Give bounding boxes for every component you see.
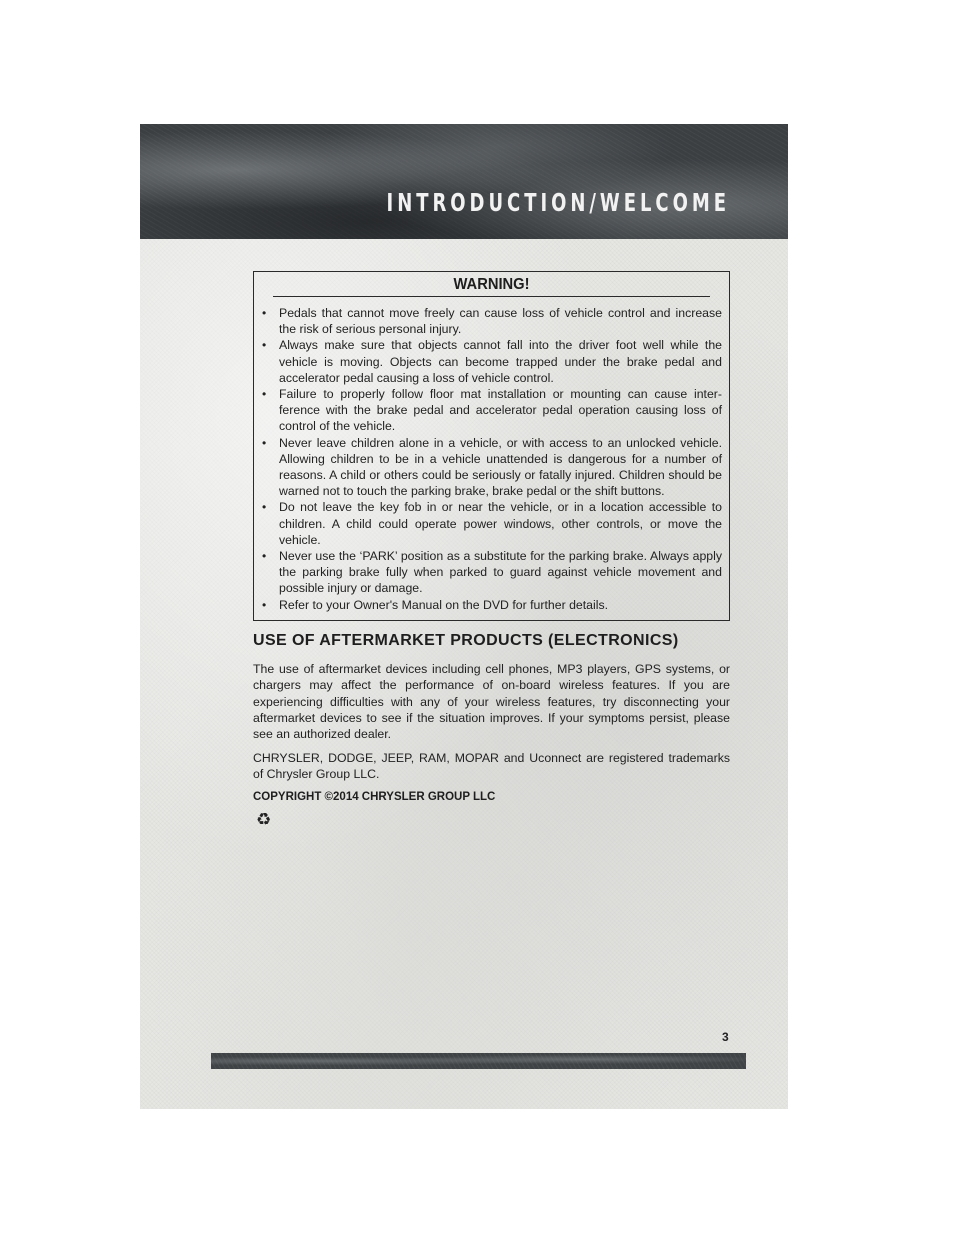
warning-item [262, 386, 722, 435]
warning-item-text: Never use the ‘PARK’ position as a substitute for the parking brake. Always apply the parking brake fully when parked to guard against vehicle movement and possible injury or damage. [279, 549, 722, 596]
warning-item-text: Always make sure that objects cannot fall into the driver foot well while the vehicle is moving. Objects can become trapped under the brake pedal and accelerator pedal causing a loss of vehicle control. [279, 338, 722, 385]
warning-item [262, 435, 722, 500]
warning-item-text: Failure to properly follow floor mat installation or mounting can cause inter-ference with the brake pedal and accelerator pedal operation causing loss of control of the vehicle. [279, 387, 722, 434]
warning-item [262, 548, 722, 597]
warning-item-text: Do not leave the key fob in or near the vehicle, or in a location accessible to children. A child could operate power windows, other controls, or move the vehicle. [279, 500, 722, 547]
warning-item-text: Refer to your Owner's Manual on the DVD for further details. [279, 597, 609, 612]
chapter-title: INTRODUCTION/WELCOME [386, 188, 730, 217]
trademark-paragraph: CHRYSLER, DODGE, JEEP, RAM, MOPAR and Uconnect are registered trademarks of Chrysler Group LLC. [253, 751, 730, 782]
bullet-icon: • [262, 597, 267, 612]
bullet-icon: • [262, 338, 267, 353]
bullet-icon: • [262, 435, 267, 450]
warning-list [254, 297, 729, 620]
manual-page [140, 124, 788, 1109]
page-number: 3 [722, 1030, 729, 1044]
warning-item [262, 305, 722, 337]
warning-box [253, 271, 730, 621]
warning-item [262, 337, 722, 386]
recycle-icon: ♻ [256, 810, 272, 830]
bullet-icon: • [262, 500, 267, 515]
section-heading: USE OF AFTERMARKET PRODUCTS (ELECTRONICS) [253, 632, 679, 649]
warning-item [262, 597, 722, 613]
bullet-icon: • [262, 387, 267, 402]
chapter-header-band [140, 124, 788, 239]
warning-title: WARNING! [273, 272, 710, 297]
aftermarket-paragraph: The use of aftermarket devices including cell phones, MP3 players, GPS systems, or chargers may affect the performance of on-board wireless features. If you are experiencing difficulties with any of your wireless features, try disconnecting your aftermarket devices to see if the situation improves. If your symptoms persist, please see an authorized dealer. [253, 662, 730, 742]
warning-item-text: Pedals that cannot move freely can cause loss of vehicle control and increase the risk of serious personal injury. [279, 306, 722, 337]
warning-item-text: Never leave children alone in a vehicle, or with access to an unlocked vehicle. Allowing children to be in a vehicle unattended is dangerous for a number of reasons. A child or others could be seriously or fatally injured. Children should be warned not to touch the parking brake, brake pedal or the shift buttons. [279, 435, 722, 499]
bullet-icon: • [262, 549, 267, 564]
copyright-notice: COPYRIGHT ©2014 CHRYSLER GROUP LLC [253, 791, 496, 803]
footer-bar [211, 1053, 746, 1069]
warning-item [262, 499, 722, 548]
bullet-icon: • [262, 306, 267, 320]
